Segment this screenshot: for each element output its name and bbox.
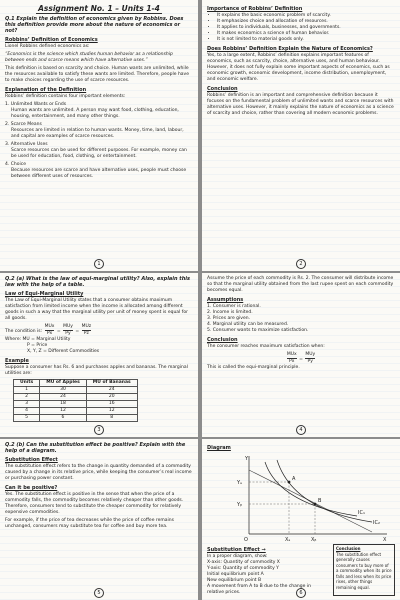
heading-explanation: Explanation of the Definition	[5, 87, 87, 93]
notes-page-6	[202, 439, 400, 600]
notes-page-1	[0, 0, 198, 271]
assumption-item: 2. Income is limited.	[207, 310, 253, 315]
where-price: P = Price	[27, 343, 48, 348]
where-commodities: X, Y, Z = Different Commodities	[27, 349, 100, 354]
fraction-y: $\frac{\text{MUy}}{Py}$	[63, 324, 73, 336]
ya-label: Yₐ	[237, 480, 243, 486]
table-cell: 20	[86, 394, 137, 401]
point-a	[288, 481, 291, 484]
column-header: MU of Bananas	[86, 380, 137, 387]
element-1-text: Human wants are unlimited. A person may want food, clothing, education, housing, entertainment, and many other things.	[11, 108, 179, 119]
importance-list	[207, 13, 395, 43]
heading-example: Example	[5, 358, 29, 364]
table-cell: 4	[14, 408, 40, 415]
heading-nature: Does Robbins’ Definition Explain the Nature of Economics?	[207, 46, 373, 52]
page-number: 3	[94, 425, 104, 435]
table-cell: 16	[86, 401, 137, 408]
diagram-note: Initial equilibrium point A	[207, 572, 264, 577]
fraction-z: $\frac{\text{MUz}}{Pz}$	[81, 324, 92, 336]
substitution-paragraph: The substitution effect refers to the change in quantity demanded of a commodity caused by a change in its relative price, while keeping the consumer’s real income or purchasing power constant.	[5, 464, 192, 481]
heading-conclusion: Conclusion	[207, 86, 238, 92]
column-header: MU of Apples	[40, 380, 87, 387]
conclusion-text: The consumer reaches maximum satisfaction when:	[207, 344, 325, 349]
intro-text: Lionel Robbins defined economics as:	[5, 44, 90, 49]
principle-text: This is called the equi-marginal principle.	[207, 365, 300, 370]
table-cell: 24	[40, 394, 87, 401]
table-row	[14, 387, 138, 394]
list-item: • It explains the basic economic problem of scarcity.	[217, 13, 395, 19]
page-number: 2	[296, 259, 306, 269]
heading-law-emu: Law of Equi-Marginal Utility	[5, 291, 84, 297]
element-2-title: 2. Scarce Means	[5, 122, 42, 127]
notes-page-3	[0, 273, 198, 437]
ic1-curve	[265, 462, 357, 516]
column-header: Units	[14, 380, 40, 387]
conclusion-box-heading: Conclusion	[336, 546, 361, 551]
fraction-x: $\frac{\text{MUx}}{Px}$	[44, 324, 55, 336]
heading-conclusion: Conclusion	[207, 337, 238, 343]
heading-substitution: Substitution Effect →	[207, 547, 266, 553]
diagram-note: In a proper diagram, show:	[207, 554, 268, 559]
conclusion-box	[333, 544, 395, 596]
mu-table	[13, 379, 138, 422]
equality-row: $\frac{\text{MUx}}{Px}$ = $\frac{\text{MUy}}{Py}$	[286, 352, 316, 364]
xb-label: Xᵦ	[311, 537, 317, 543]
table-row	[14, 415, 138, 422]
diagram-note: New equilibrium point B	[207, 578, 262, 583]
indifference-diagram	[207, 452, 395, 544]
elements-lead: Robbins’ definition contains four important elements:	[5, 94, 126, 99]
law-paragraph: The Law of Equi-Marginal Utility states that a consumer obtains maximum satisfaction from limited income when the income is allocated among different goods in such a way that the marginal utility per unit of money spent is equal for all goods.	[5, 298, 188, 321]
robbins-quote: “Economics is the science which studies human behavior as a relationship between ends and scarce means which have alternative uses.”	[5, 52, 173, 63]
element-2-text: Resources are limited in relation to human wants. Money, time, land, labour, and capital are examples of scarce resources.	[11, 128, 184, 139]
element-4-title: 4. Choice	[5, 162, 26, 167]
table-cell: 6	[40, 415, 87, 422]
table-row	[14, 408, 138, 415]
element-3-text: Scarce resources can be used for different purposes. For example, money can be used for education, food, clothing, or entertainment.	[11, 148, 187, 159]
diagram-note: X-axis: Quantity of commodity X	[207, 560, 280, 565]
list-item: • It makes economics a science of human behavior.	[217, 31, 395, 37]
table-cell: 30	[40, 387, 87, 394]
table-cell: 2	[14, 394, 40, 401]
origin-label: O	[244, 537, 248, 543]
heading-assumptions: Assumptions	[207, 297, 244, 303]
point-a-label: A	[292, 476, 296, 482]
element-3-title: 3. Alternative Uses	[5, 142, 48, 147]
xa-label: Xₐ	[285, 537, 291, 543]
diagram-svg	[207, 452, 393, 544]
nature-paragraph: Yes, to a large extent, Robbins’ definition explains important features of economics, such as scarcity, choice, alternative uses, and human behaviour. However, it does not fully explain some important aspects of economics, such as economic growth, economic development, income distribution, unemployment, and economic welfare.	[207, 53, 390, 82]
assumption-item: 3. Prices are given.	[207, 316, 251, 321]
notes-page-5	[0, 439, 198, 600]
page-number: 4	[296, 425, 306, 435]
table-row	[14, 394, 138, 401]
assignment-title: Assignment No. 1 – Units 1-4	[38, 4, 160, 13]
yb-label: Yᵦ	[237, 502, 243, 508]
ic1-label: IC₁	[358, 510, 365, 516]
heading-diagram: Diagram	[207, 445, 231, 451]
page-number: 5	[94, 588, 104, 598]
assumption-item: 1. Consumer is rational.	[207, 304, 261, 309]
page-number: 1	[94, 259, 104, 269]
point-b	[314, 503, 317, 506]
heading-substitution-effect: Substitution Effect	[5, 457, 58, 463]
element-4-text: Because resources are scarce and have alternative uses, people must choose between different uses of resources.	[11, 168, 187, 179]
where-line: Where: MU = Marginal Utility	[5, 337, 71, 342]
table-cell: 8	[86, 415, 137, 422]
table-cell: 12	[86, 408, 137, 415]
table-cell: 1	[14, 387, 40, 394]
point-b-label: B	[318, 498, 322, 504]
table-cell: 18	[40, 401, 87, 408]
table-cell: 24	[86, 387, 137, 394]
diagram-note: A movement from A to B due to the change in relative prices.	[207, 584, 311, 595]
conclusion-box-text: The substitution effect generally causes consumers to buy more of a commodity when its price falls and less when its price rises, other things remaining equal.	[336, 551, 392, 590]
table-row	[14, 401, 138, 408]
heading-importance: Importance of Robbins’ Definition	[207, 6, 303, 12]
heading-positive: Can it be positive?	[5, 485, 58, 491]
list-item: • It applies to individuals, businesses, and governments.	[217, 25, 395, 31]
condition-label: The condition is:	[5, 329, 43, 334]
table-cell: 5	[14, 415, 40, 422]
list-item: • It is not limited to material goods only.	[217, 37, 395, 43]
conclusion-paragraph: Robbins’ definition is an important and comprehensive definition because it focuses on the fundamental problem of unlimited wants and scarce resources with alternative uses. However, it mainly explains the nature of economics as a science of scarcity and choice, rather than covering all modern economic problems.	[207, 93, 394, 116]
notes-page-2	[202, 0, 400, 271]
example-paragraph: For example, if the price of tea decreases while the price of coffee remains unchanged, consumers may substitute tea for coffee and buy more tea.	[5, 518, 175, 529]
assumption-item: 4. Marginal utility can be measured.	[207, 322, 289, 327]
example-paragraph: Suppose a consumer has Rs. 6 and purchases apples and bananas. The marginal utilities are:	[5, 365, 188, 376]
question-2b: Q.2 (b) Can the substitution effect be positive? Explain with the help of a diagram.	[5, 442, 186, 454]
notes-page-4	[202, 273, 400, 437]
ic2-label: IC₂	[373, 520, 380, 526]
heading-robbins-definition: Robbins’ Definition of Economics	[5, 37, 98, 43]
list-item: • It emphasizes choice and allocation of resources.	[217, 19, 395, 25]
question-1: Q.1 Explain the definition of economics given by Robbins. Does this definition provide more about the nature of economics or not?	[5, 16, 184, 34]
table-cell: 12	[40, 408, 87, 415]
question-2a: Q.2 (a) What is the law of equi-marginal utility? Also, explain this law with the help of a table.	[5, 276, 190, 288]
table-cell: 3	[14, 401, 40, 408]
table-header-row	[14, 380, 138, 387]
assumption-item: 5. Consumer wants to maximize satisfaction.	[207, 328, 309, 333]
budget-line	[249, 470, 372, 532]
scarcity-paragraph: This definition is based on scarcity and choice. Human wants are unlimited, while the resources available to satisfy these wants are limited. Therefore, people have to make choices regarding the use of scarce resources.	[5, 66, 189, 83]
positive-paragraph: Yes. The substitution effect is positive in the sense that when the price of a commodity falls, the commodity becomes relatively cheaper than other goods. Therefore, consumers tend to substitute the cheaper commodity for relatively expensive commodities.	[5, 492, 184, 515]
y-label: Y	[245, 456, 249, 462]
element-1-title: 1. Unlimited Wants or Ends	[5, 102, 67, 107]
condition-row: The condition is: $\frac{\text{MUx}}{Px}$ = $\frac{\text{MUy}}{Py}$ = $\frac{\text{MUz}}{Pz}$	[5, 324, 92, 336]
assume-paragraph: Assume the price of each commodity is Rs. 2. The consumer will distribute income so that the marginal utility obtained from the last rupee spent on each commodity becomes equal.	[207, 276, 394, 293]
x-label: X	[383, 537, 387, 543]
page-number: 6	[296, 588, 306, 598]
diagram-note: Y-axis: Quantity of commodity Y	[207, 566, 279, 571]
diagram-explanation	[207, 544, 329, 596]
